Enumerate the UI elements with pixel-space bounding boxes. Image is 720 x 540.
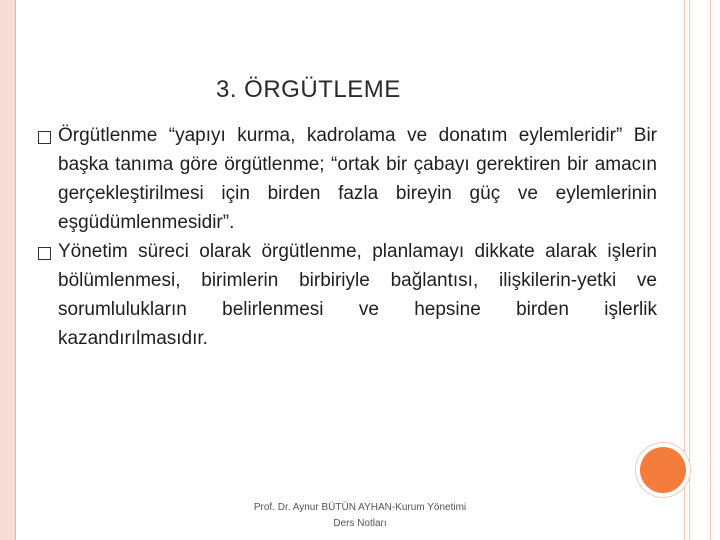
footer-author: Prof. Dr. Aynur BÜTÜN AYHAN-Kurum Yönetimi xyxy=(253,502,467,513)
right-decorative-line xyxy=(684,0,685,540)
bullet-text: Yönetim süreci olarak örgütlenme, planlamayı dikkate alarak işlerin bölümlenmesi, birimlerin birbiriyle bağlantısı, ilişkilerin-yetki ve sorumlulukların belirlenmesi ve hepsine birden işlerlik kazandırılmasıdır. xyxy=(58,241,657,349)
left-border-line xyxy=(15,0,16,540)
bullet-item xyxy=(38,237,657,353)
right-decorative-line xyxy=(689,0,690,540)
checkbox-bullet-icon xyxy=(38,247,51,260)
bullet-text: Örgütlenme “yapıyı kurma, kadrolama ve donatım eylemleridir” Bir başka tanıma göre örgütlenme; “ortak bir çabayı gerektiren bir amacın gerçekleştirilmesi için birden fazla bireyin güç ve eylemlerinin eşgüdümlenmesidir”. xyxy=(58,125,657,233)
left-decorative-band xyxy=(0,0,16,540)
right-decorative-line xyxy=(710,0,711,540)
footer-subtitle: Ders Notları xyxy=(333,518,387,529)
slide-footer xyxy=(215,500,505,532)
checkbox-bullet-icon xyxy=(38,131,51,144)
decorative-circle xyxy=(640,447,686,493)
bullet-list xyxy=(38,121,657,353)
bullet-item xyxy=(38,121,657,237)
slide-title: 3. ÖRGÜTLEME xyxy=(216,76,401,103)
